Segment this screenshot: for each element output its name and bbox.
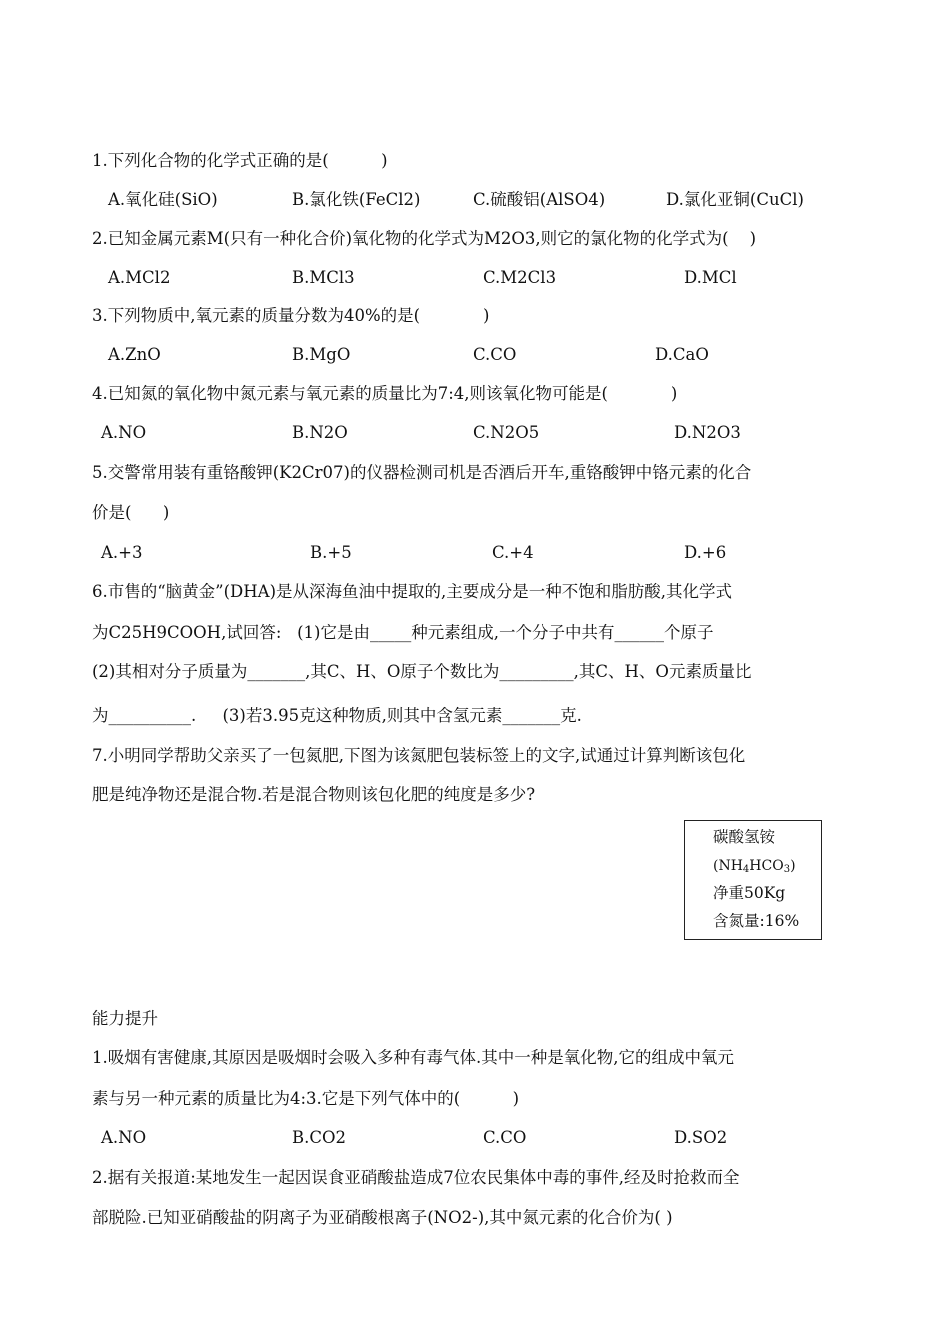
q5-option-d: D.+6 <box>684 543 727 562</box>
q2-option-a: A.MCl2 <box>108 268 171 287</box>
q2-option-b: B.MCl3 <box>292 268 355 287</box>
q2-option-c: C.M2Cl3 <box>483 268 557 287</box>
fertilizer-formula: $(NH_4HCO_3)$ <box>713 858 796 875</box>
q4-option-c: C.N2O5 <box>473 423 540 442</box>
advanced-question-1-stem: 1.吸烟有害健康,其原因是吸烟时会吸入多种有毒气体.其中一种是氧化物,它的组成中氧元 <box>92 1048 734 1067</box>
section-title: 能力提升 <box>92 1009 158 1028</box>
question-6-line-3: (2)其相对分子质量为_______,其C、H、O原子个数比为_________,其C、H、O元素质量比 <box>92 662 752 681</box>
q3-option-a: A.ZnO <box>108 345 161 364</box>
adv-q1-option-c: C.CO <box>483 1128 527 1147</box>
fertilizer-nitrogen: 含氮量:16% <box>713 912 800 930</box>
advanced-question-2-stem: 2.据有关报道:某地发生一起因误食亚硝酸盐造成7位农民集体中毒的事件,经及时抢救而全 <box>92 1168 740 1187</box>
q1-option-a: A.氧化硅(SiO) <box>108 190 218 209</box>
q3-option-b: B.MgO <box>292 345 351 364</box>
fertilizer-weight: 净重50Kg <box>713 884 786 902</box>
question-3-stem: 3.下列物质中,氧元素的质量分数为40%的是( ) <box>92 306 490 325</box>
adv-q1-option-d: D.SO2 <box>674 1128 728 1147</box>
fertilizer-label <box>684 820 822 940</box>
adv-q1-option-a: A.NO <box>101 1128 147 1147</box>
q5-option-b: B.+5 <box>310 543 352 562</box>
q4-option-d: D.N2O3 <box>674 423 741 442</box>
q5-option-a: A.+3 <box>101 543 143 562</box>
question-2-stem: 2.已知金属元素M(只有一种化合价)氧化物的化学式为M2O3,则它的氯化物的化学式为( ) <box>92 229 757 248</box>
question-5-stem-cont: 价是( ) <box>92 503 170 522</box>
adv-q1-option-b: B.CO2 <box>292 1128 347 1147</box>
question-6-stem: 6.市售的“脑黄金”(DHA)是从深海鱼油中提取的,主要成分是一种不饱和脂肪酸,其化学式 <box>92 582 733 601</box>
question-6-line-2: 为C25H9COOH,试回答: (1)它是由_____种元素组成,一个分子中共有______个原子 <box>92 623 714 642</box>
q5-option-c: C.+4 <box>492 543 534 562</box>
q3-option-d: D.CaO <box>655 345 709 364</box>
q1-option-c: C.硫酸铝(AlSO4) <box>473 190 606 209</box>
question-7-stem: 7.小明同学帮助父亲买了一包氮肥,下图为该氮肥包装标签上的文字,试通过计算判断该包化 <box>92 746 746 765</box>
question-6-line-4: 为__________. (3)若3.95克这种物质,则其中含氢元素_______克. <box>92 706 582 725</box>
advanced-question-2-stem-cont: 部脱险.已知亚硝酸盐的阴离子为亚硝酸根离子(NO2-),其中氮元素的化合价为( ) <box>92 1208 673 1227</box>
question-5-stem: 5.交警常用装有重铬酸钾(K2Cr07)的仪器检测司机是否酒后开车,重铬酸钾中铬元素的化合 <box>92 463 752 482</box>
q4-option-a: A.NO <box>101 423 147 442</box>
q1-option-b: B.氯化铁(FeCl2) <box>292 190 421 209</box>
fertilizer-name: 碳酸氢铵 <box>713 828 776 846</box>
q4-option-b: B.N2O <box>292 423 348 442</box>
q3-option-c: C.CO <box>473 345 517 364</box>
advanced-question-1-stem-cont: 素与另一种元素的质量比为4:3.它是下列气体中的( ) <box>92 1089 520 1108</box>
q2-option-d: D.MCl <box>684 268 737 287</box>
question-7-stem-cont: 肥是纯净物还是混合物.若是混合物则该包化肥的纯度是多少? <box>92 785 536 804</box>
q1-option-d: D.氯化亚铜(CuCl) <box>666 190 804 209</box>
question-1-stem: 1.下列化合物的化学式正确的是( ) <box>92 151 388 170</box>
question-4-stem: 4.已知氮的氧化物中氮元素与氧元素的质量比为7:4,则该氧化物可能是( ) <box>92 384 678 403</box>
